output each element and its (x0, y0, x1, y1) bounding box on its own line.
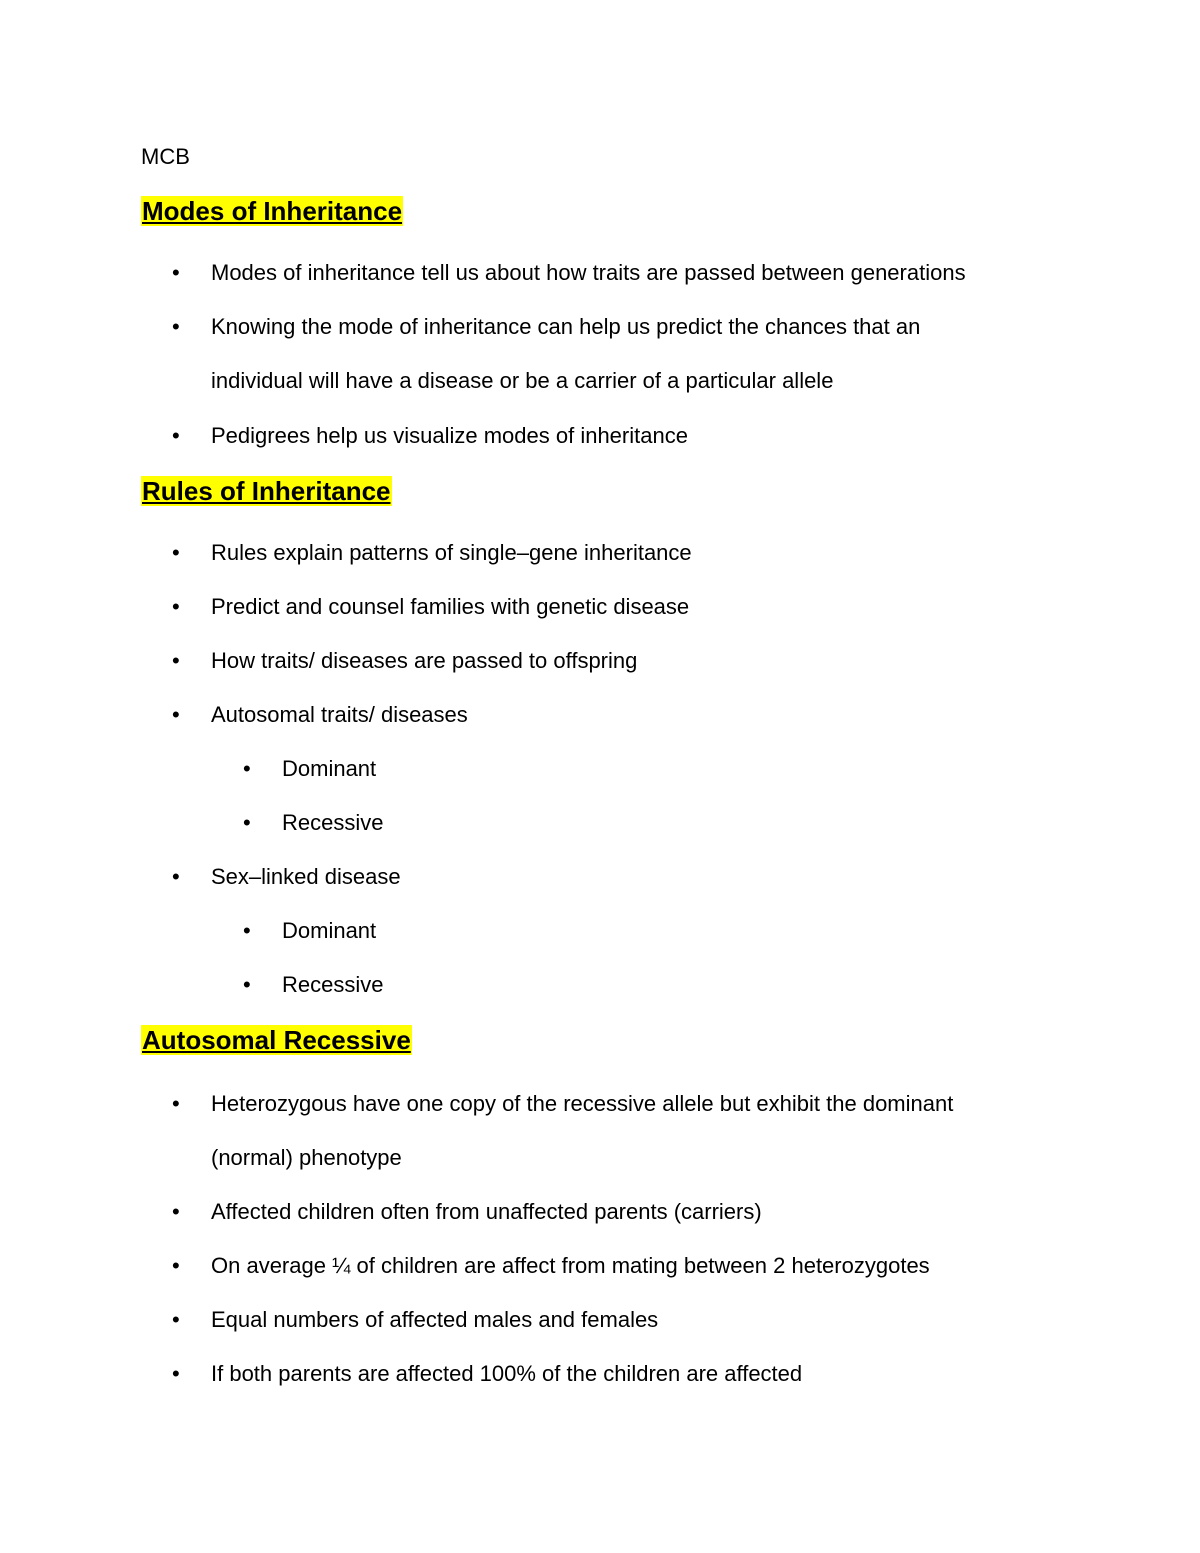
sub-list-item: Dominant (282, 918, 377, 943)
list-item: Equal numbers of affected males and females (211, 1307, 659, 1332)
bullet-icon: • (172, 540, 180, 565)
bullet-icon: • (172, 864, 180, 889)
sub-list-item: Dominant (282, 756, 377, 781)
list-item: If both parents are affected 100% of the children are affected (211, 1361, 803, 1386)
list-item: Autosomal traits/ diseases (211, 702, 468, 727)
list-item: Predict and counsel families with genetic disease (211, 594, 690, 619)
bullet-icon: • (243, 756, 251, 781)
bullet-icon: • (172, 1307, 180, 1332)
document-title: MCB (141, 144, 190, 169)
list-item-continuation: individual will have a disease or be a carrier of a particular allele (211, 368, 834, 393)
bullet-icon: • (172, 1361, 180, 1386)
bullet-icon: • (243, 918, 251, 943)
bullet-icon: • (172, 314, 180, 339)
bullet-icon: • (243, 810, 251, 835)
heading-text: Autosomal Recessive (142, 1025, 411, 1055)
list-item: Modes of inheritance tell us about how traits are passed between generations (211, 260, 966, 285)
list-item: Sex–linked disease (211, 864, 401, 889)
list-item: Affected children often from unaffected parents (carriers) (211, 1199, 762, 1224)
list-item: How traits/ diseases are passed to offspring (211, 648, 638, 673)
bullet-icon: • (172, 423, 180, 448)
section-heading-rules-of-inheritance (141, 476, 392, 506)
bullet-icon: • (172, 702, 180, 727)
section-heading-autosomal-recessive (141, 1025, 412, 1055)
bullet-icon: • (243, 972, 251, 997)
section-heading-modes-of-inheritance (141, 196, 403, 226)
list-item: Heterozygous have one copy of the recessive allele but exhibit the dominant (211, 1091, 954, 1116)
heading-text: Rules of Inheritance (142, 476, 391, 506)
bullet-icon: • (172, 594, 180, 619)
list-item: On average ¼ of children are affect from mating between 2 heterozygotes (211, 1253, 930, 1278)
heading-text: Modes of Inheritance (142, 196, 403, 226)
sub-list-item: Recessive (282, 810, 384, 835)
list-item-continuation: (normal) phenotype (211, 1145, 402, 1170)
list-item: Rules explain patterns of single–gene inheritance (211, 540, 692, 565)
bullet-icon: • (172, 260, 180, 285)
bullet-icon: • (172, 648, 180, 673)
bullet-icon: • (172, 1199, 180, 1224)
bullet-icon: • (172, 1253, 180, 1278)
sub-list-item: Recessive (282, 972, 384, 997)
list-item: Pedigrees help us visualize modes of inheritance (211, 423, 688, 448)
bullet-icon: • (172, 1091, 180, 1116)
list-item: Knowing the mode of inheritance can help us predict the chances that an (211, 314, 921, 339)
